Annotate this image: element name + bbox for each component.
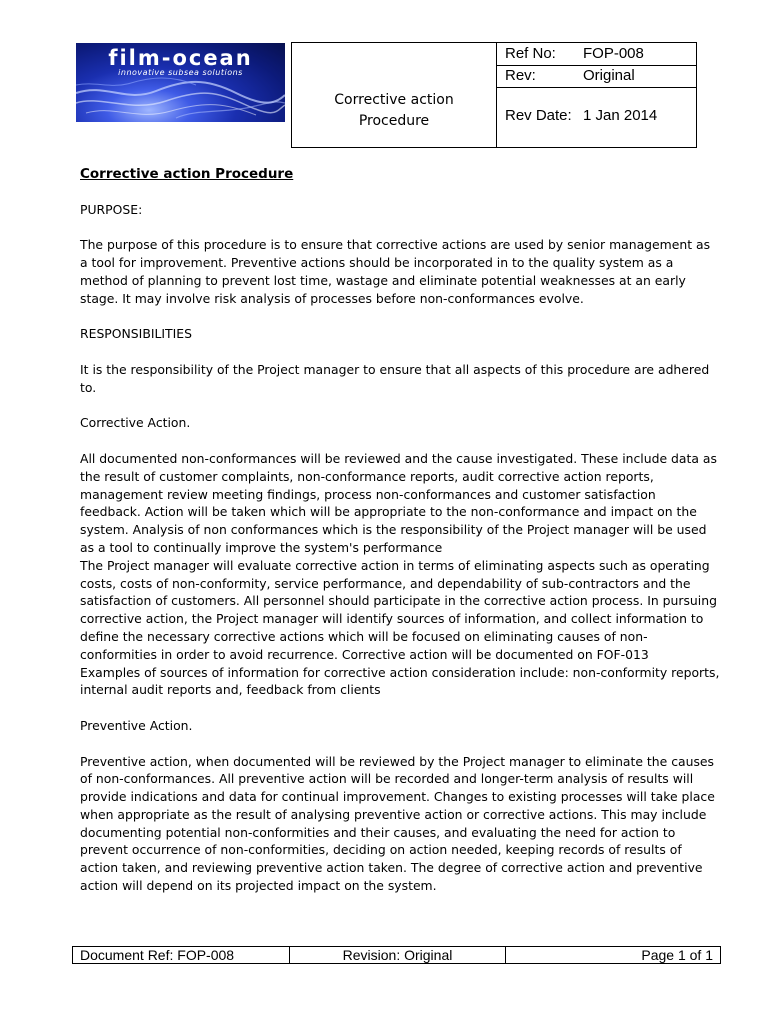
preventive-action-heading: Preventive Action. <box>80 717 193 733</box>
responsibilities-heading: RESPONSIBILITIES <box>80 326 192 342</box>
document-title: Corrective action Procedure <box>80 166 294 182</box>
responsibilities-paragraph: It is the responsibility of the Project manager to ensure that all aspects of this procedure are adhered to. <box>80 361 710 395</box>
rev-date-value: 1 Jan 2014 <box>583 107 658 124</box>
footer-revision: Revision: Original <box>290 947 506 963</box>
corrective-action-paragraph-1: All documented non-conformances will be reviewed and the cause investigated. These include data as the result of customer complaints, non-conformance reports, audit corrective action reports, management review meeting findings, process non-conformances and customer satisfaction feedback. Action will be taken which will be appropriate to the non-conformance and impact on the system. Analysis of non conformances which is the responsibility of the Project manager will be used as a tool to continually improve the system's performance <box>80 450 717 555</box>
ref-label: Ref No: <box>505 45 556 62</box>
rev-date-row <box>497 87 696 147</box>
footer-doc-ref: Document Ref: FOP-008 <box>73 947 290 963</box>
purpose-heading: PURPOSE: <box>80 201 143 217</box>
rev-value: Original <box>583 67 635 84</box>
header-title-line1: Corrective action <box>334 92 454 108</box>
rev-label: Rev: <box>505 67 536 84</box>
document-body <box>80 166 720 895</box>
ref-row <box>497 43 696 66</box>
purpose-paragraph: The purpose of this procedure is to ensure that corrective actions are used by senior management as a tool for improvement. Preventive actions should be incorporated in to the quality system as a method of planning to prevent lost time, wastage and eliminate potential weaknesses at an early stage. It may involve risk analysis of processes before non-conformances evolve. <box>80 237 711 306</box>
page-footer <box>72 946 721 964</box>
corrective-action-heading: Corrective Action. <box>80 415 191 431</box>
document-meta-table <box>497 42 697 148</box>
footer-page-number: Page 1 of 1 <box>641 947 713 963</box>
film-ocean-logo <box>76 43 285 122</box>
preventive-action-paragraph: Preventive action, when documented will be reviewed by the Project manager to eliminate the causes of non-conformances. All preventive action will be recorded and longer-term analysis of results will provide indications and data for continual improvement. Changes to existing processes will take place when appropriate as the result of analysing preventive action or corrective actions. This may include documenting potential non-conformities and their causes, and evaluating the need for action to prevent occurrence of non-conformities, deciding on action needed, keeping records of results of action taken, and reviewing preventive action taken. The degree of corrective action and preventive action will depend on its projected impact on the system. <box>80 753 715 894</box>
header-title <box>291 90 497 132</box>
header-title-line2: Procedure <box>358 113 430 129</box>
corrective-action-paragraph-2: The Project manager will evaluate corrective action in terms of eliminating aspects such as operating costs, costs of non-conformity, service performance, and dependability of sub-contractors and the satisfaction of customers. All personnel should participate in the corrective action process. In pursuing corrective action, the Project manager will identify sources of information, and collect information to define the necessary corrective actions which will be focused on eliminating causes of non-conformities in order to avoid recurrence. Corrective action will be documented on FOF-013 <box>80 557 717 662</box>
rev-row <box>497 65 696 88</box>
logo-tagline: innovative subsea solutions <box>118 68 243 77</box>
ref-value: FOP-008 <box>583 45 644 62</box>
logo-name: film-ocean <box>108 46 253 70</box>
corrective-action-paragraph-3: Examples of sources of information for corrective action consideration include: non-conformity reports, internal audit reports and, feedback from clients <box>80 664 720 698</box>
rev-date-label: Rev Date: <box>505 107 572 124</box>
